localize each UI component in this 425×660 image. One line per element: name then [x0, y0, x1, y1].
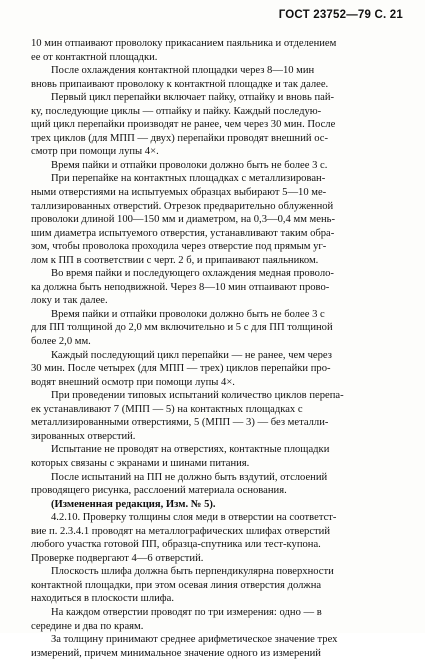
text-line: проводящего рисунка, расслоений материала основания.	[31, 485, 287, 497]
text-line: Время пайки и отпайки проволоки должно быть не более 3 с	[51, 308, 325, 320]
text-line: ка должна быть неподвижной. Через 8—10 мин отпаивают прово-	[31, 281, 330, 293]
text-line: ку, последующие циклы — отпайку и пайку. Каждый последую-	[31, 105, 322, 117]
text-line: На каждом отверстии проводят по три измерения: одно — в	[51, 606, 322, 618]
text-line: Испытание не проводят на отверстиях, контактные площадки	[51, 444, 330, 456]
text-line: проволоки длиной 100—150 мм и диаметром, на 0,3—0,4 мм мень-	[31, 214, 335, 226]
text-line: При проведении типовых испытаний количество циклов перепа-	[51, 390, 344, 402]
text-line: таллизированных отверстий. Отрезок предварительно облуженной	[31, 200, 334, 212]
text-line: зом, чтобы проволока проходила через отверстие под прямым уг-	[31, 241, 327, 253]
text-line: лом к ПП в соответствии с черт. 2 б, и припаивают паяльником.	[31, 254, 319, 266]
text-line: шим диаметра испытуемого отверстия, устанавливают таким обра-	[31, 227, 335, 239]
text-line: измерений, причем минимальное значение одного из измерений	[31, 647, 321, 659]
text-line: щий цикл перепайки производят не ранее, чем через 30 мин. После	[31, 119, 336, 131]
text-line: 4.2.10. Проверку толщины слоя меди в отверстии на соответст-	[51, 512, 337, 524]
text-line: любого участка готовой ПП, образца-спутника или тест-купона.	[31, 539, 321, 551]
text-line: более 2,0 мм.	[31, 336, 91, 348]
text-line: За толщину принимают среднее арифметическое значение трех	[51, 634, 338, 646]
text-line: После охлаждения контактной площадки через 8—10 мин	[51, 65, 315, 77]
page-header: ГОСТ 23752—79 С. 21	[278, 9, 403, 21]
text-line: Проверке подвергают 4—6 отверстий.	[31, 552, 204, 564]
text-line: Плоскость шлифа должна быть перпендикулярна поверхности	[51, 566, 334, 578]
text-line: контактной площадки, при этом осевая линия отверстия должна	[31, 579, 322, 591]
text-line: середине и два по краям.	[31, 620, 144, 632]
text-line: вие п. 2.3.4.1 проводят на металлографических шлифах отверстий	[31, 525, 330, 537]
text-line: Первый цикл перепайки включает пайку, отпайку и вновь пай-	[51, 92, 335, 104]
text-line: ее от контактной площадки.	[31, 51, 158, 63]
text-line: трех циклов (для МПП — двух) перепайки проводят внешний ос-	[31, 132, 328, 144]
text-line: Время пайки и отпайки проволоки должно быть не более 3 с.	[51, 159, 328, 171]
text-line: водят внешний осмотр при помощи лупы 4×.	[31, 376, 235, 388]
text-line: для ПП толщиной до 2,0 мм включительно и 5 с для ПП толщиной	[31, 322, 333, 334]
text-line: ек устанавливают 7 (МПП — 5) на контактных площадках с	[31, 403, 303, 415]
text-line: зированных отверстий.	[31, 430, 136, 442]
text-line: ными отверстиями на испытуемых образцах выбирают 5—10 ме-	[31, 187, 327, 199]
text-line: смотр при помощи лупы 4×.	[31, 146, 159, 158]
text-line: 30 мин. После четырех (для МПП — трех) циклов перепайки про-	[31, 363, 331, 375]
text-line: При перепайке на контактных площадках с металлизирован-	[51, 173, 326, 185]
text-line: локу и так далее.	[31, 295, 108, 307]
text-line: 10 мин отпаивают проволоку прикасанием паяльника и отделением	[31, 38, 337, 49]
text-line: металлизированными отверстиями, 5 (МПП — 3) — без металли-	[31, 417, 329, 429]
text-line: После испытаний на ПП не должно быть вздутий, отслоений	[51, 471, 328, 483]
text-line: Каждый последующий цикл перепайки — не ранее, чем через	[51, 349, 332, 361]
text-line: вновь припаивают проволоку к контактной площадке и так далее.	[31, 78, 329, 90]
text-line: Во время пайки и последующего охлаждения медная проволо-	[51, 268, 334, 280]
document-body	[31, 37, 406, 660]
amendment-note: (Измененная редакция, Изм. № 5).	[51, 498, 216, 510]
text-line: находиться в плоскости шлифа.	[31, 593, 175, 605]
text-line: которых связаны с экранами и шинами питания.	[31, 457, 250, 469]
